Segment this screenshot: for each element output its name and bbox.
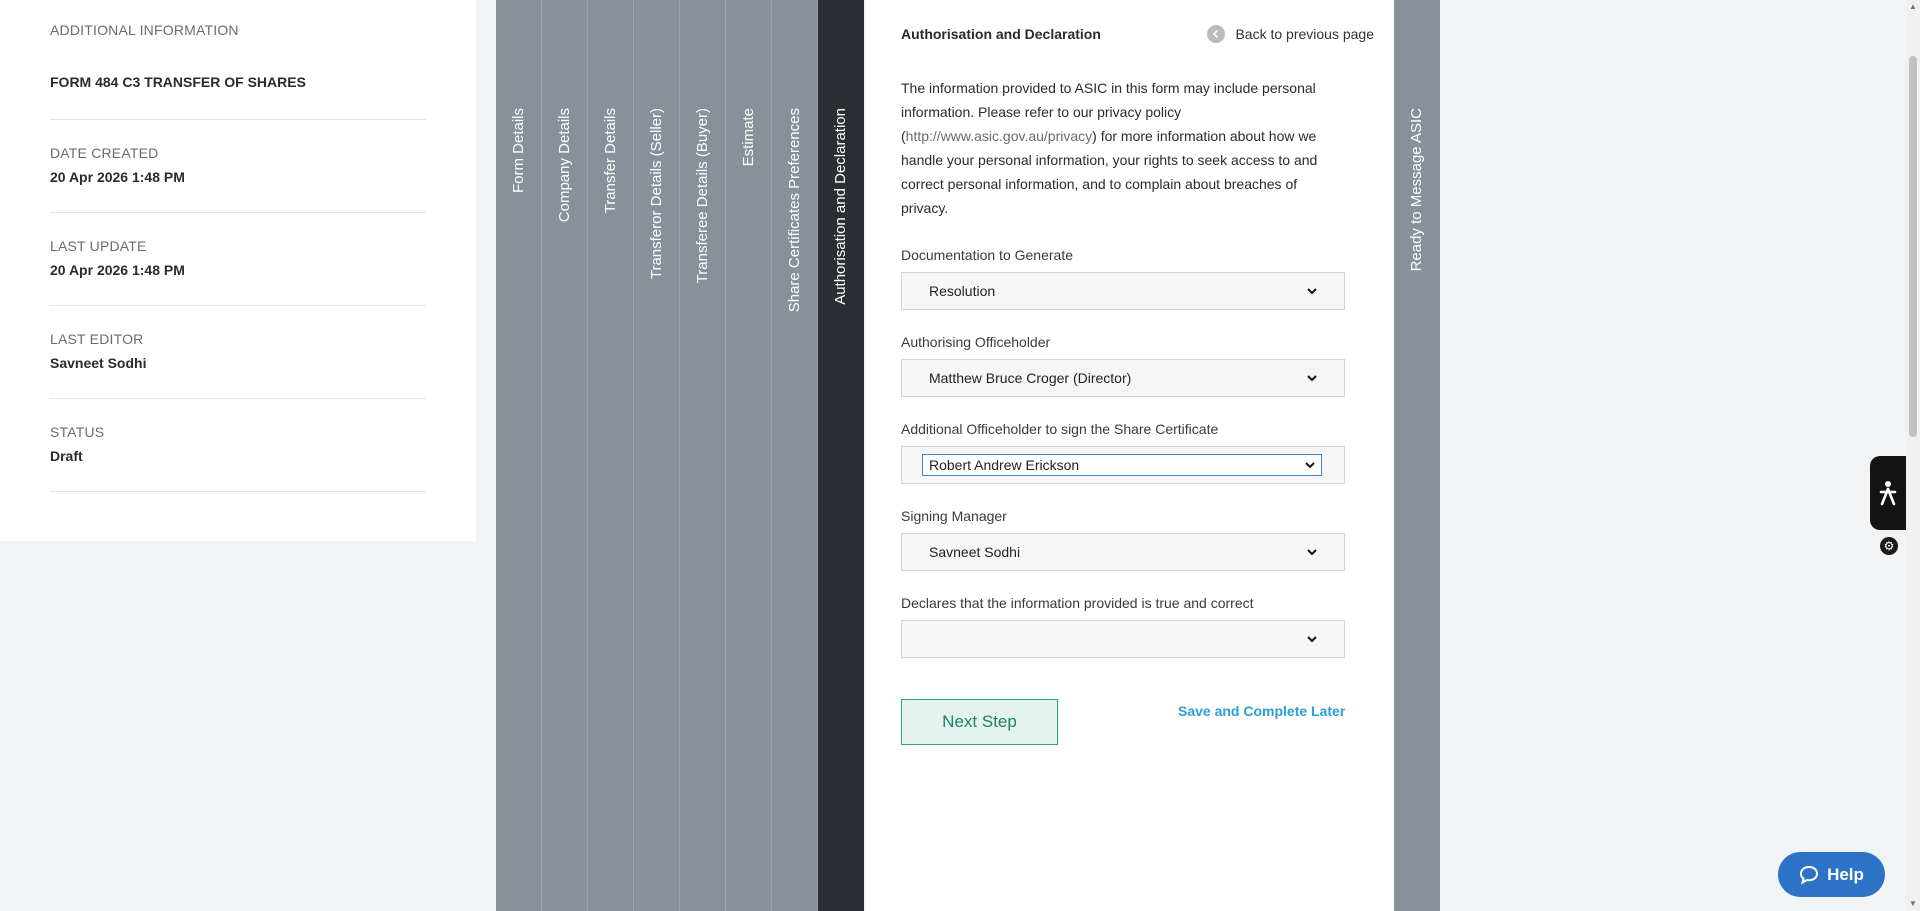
scroll-up-arrow-icon[interactable]: ▲ xyxy=(1909,2,1917,11)
chevron-down-icon xyxy=(1306,633,1318,645)
accessibility-person-icon xyxy=(1878,480,1898,506)
tab-label: Form Details xyxy=(509,108,527,194)
documentation-select[interactable] xyxy=(901,272,1345,310)
field-label: Documentation to Generate xyxy=(901,247,1073,263)
step-tabs xyxy=(496,0,864,911)
chevron-down-icon xyxy=(1306,285,1318,297)
tab-form-details[interactable] xyxy=(496,0,542,911)
chevron-down-icon xyxy=(1304,459,1316,471)
tab-label: Transfer Details xyxy=(601,108,619,214)
tab-transferor-details[interactable] xyxy=(634,0,680,911)
privacy-text-2: ) for more information about how we handle your personal information, your rights to seek access to and correct personal information, and to complain about breaches of privacy. xyxy=(901,128,1318,216)
date-created-value: 20 Apr 2026 1:48 PM xyxy=(50,169,185,185)
back-label: Back to previous page xyxy=(1235,26,1374,42)
tab-share-certificates-preferences[interactable] xyxy=(772,0,818,911)
tab-label: Share Certificates Preferences xyxy=(785,108,803,313)
last-editor-value: Savneet Sodhi xyxy=(50,355,147,371)
additional-officeholder-field xyxy=(901,421,1345,484)
privacy-policy-link[interactable]: http://www.asic.gov.au/privacy xyxy=(905,128,1093,144)
tab-label: Transferee Details (Buyer) xyxy=(693,108,711,284)
tab-label: Ready to Message ASIC xyxy=(1408,108,1425,272)
chevron-down-icon xyxy=(1306,546,1318,558)
date-created-block xyxy=(50,120,426,213)
save-and-complete-later-link[interactable]: Save and Complete Later xyxy=(1178,703,1346,719)
declaration-field xyxy=(901,595,1345,658)
form-title: Authorisation and Declaration xyxy=(901,26,1101,42)
help-label: Help xyxy=(1827,864,1864,884)
tab-authorisation-and-declaration[interactable] xyxy=(818,0,864,911)
authorising-officeholder-field xyxy=(901,334,1345,397)
last-editor-label: LAST EDITOR xyxy=(50,331,144,347)
signing-manager-field xyxy=(901,508,1345,571)
last-update-block xyxy=(50,213,426,306)
tab-label: Authorisation and Declaration xyxy=(832,108,849,305)
select-value: Savneet Sodhi xyxy=(929,544,1021,560)
tab-transfer-details[interactable] xyxy=(588,0,634,911)
circle-arrow-left-icon xyxy=(1207,25,1225,43)
privacy-text-1: The information provided to ASIC in this form may include personal information. Please refer to our privacy policy ( xyxy=(901,80,1316,144)
scroll-down-arrow-icon[interactable]: ▼ xyxy=(1909,899,1917,908)
tab-label: Transferor Details (Seller) xyxy=(647,108,665,280)
status-label: STATUS xyxy=(50,424,105,440)
last-update-value: 20 Apr 2026 1:48 PM xyxy=(50,262,185,278)
declaration-select[interactable] xyxy=(901,620,1345,658)
status-block xyxy=(50,399,426,492)
scroll-thumb[interactable] xyxy=(1909,56,1917,437)
last-update-label: LAST UPDATE xyxy=(50,238,147,254)
chevron-down-icon xyxy=(1306,372,1318,384)
tab-transferee-details[interactable] xyxy=(680,0,726,911)
focused-select-box[interactable] xyxy=(922,454,1322,476)
select-value: Robert Andrew Erickson xyxy=(929,457,1080,473)
field-label: Additional Officeholder to sign the Share Certificate xyxy=(901,421,1219,437)
tab-ready-to-message-asic[interactable] xyxy=(1394,0,1440,911)
field-label: Authorising Officeholder xyxy=(901,334,1051,350)
help-button[interactable] xyxy=(1778,852,1885,897)
privacy-notice xyxy=(901,76,1331,220)
select-value: Resolution xyxy=(929,283,996,299)
page-scrollbar[interactable] xyxy=(1906,0,1920,911)
field-label: Signing Manager xyxy=(901,508,1007,524)
signing-manager-select[interactable] xyxy=(901,533,1345,571)
tab-company-details[interactable] xyxy=(542,0,588,911)
back-to-previous-page-link[interactable] xyxy=(1207,25,1374,43)
tab-estimate[interactable] xyxy=(726,0,772,911)
status-value: Draft xyxy=(50,448,83,464)
tab-label: Estimate xyxy=(739,108,757,167)
additional-officeholder-select[interactable] xyxy=(901,446,1345,484)
last-editor-block xyxy=(50,306,426,399)
additional-information-panel xyxy=(0,0,476,541)
form-info-block xyxy=(50,20,426,120)
field-label: Declares that the information provided is true and correct xyxy=(901,595,1254,611)
select-value: Matthew Bruce Croger (Director) xyxy=(929,370,1132,386)
tab-label: Company Details xyxy=(555,108,573,223)
authorisation-form xyxy=(866,0,1394,911)
gear-icon[interactable]: ⚙ xyxy=(1880,537,1898,555)
documentation-field xyxy=(901,247,1345,310)
date-created-label: DATE CREATED xyxy=(50,145,159,161)
accessibility-widget[interactable] xyxy=(1870,456,1906,530)
form-name: FORM 484 C3 TRANSFER OF SHARES xyxy=(50,74,306,90)
next-step-button[interactable]: Next Step xyxy=(901,699,1058,745)
info-heading: ADDITIONAL INFORMATION xyxy=(50,22,239,38)
chat-bubble-icon xyxy=(1799,865,1819,885)
authorising-officeholder-select[interactable] xyxy=(901,359,1345,397)
